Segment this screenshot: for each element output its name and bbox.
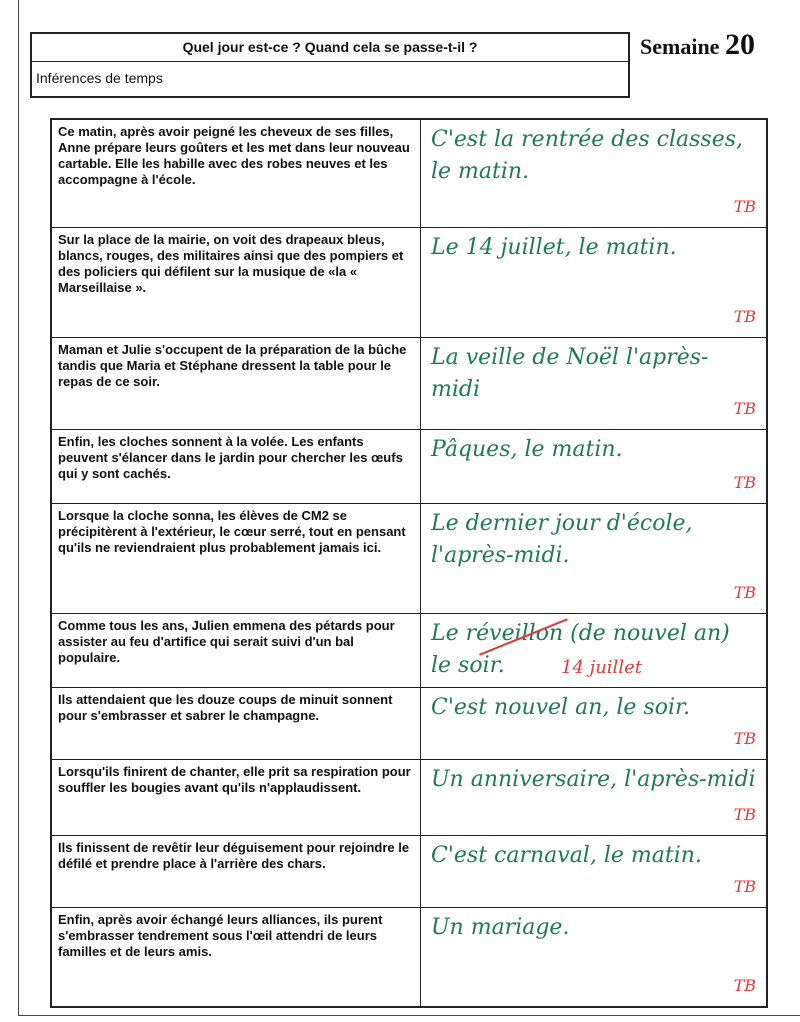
exercise-table xyxy=(50,118,768,1008)
table-row xyxy=(51,503,767,613)
question-cell: Ils finissent de revêtir leur déguisement pour rejoindre le défilé et prendre place à l'arrière des chars. xyxy=(51,835,421,907)
worksheet-header xyxy=(30,32,630,98)
answer-text: Un anniversaire, l'après-midi xyxy=(431,766,756,792)
answer-cell xyxy=(421,907,768,1007)
grade-mark: TB xyxy=(733,196,756,216)
table-row xyxy=(51,759,767,835)
teacher-correction: 14 juillet xyxy=(561,656,642,678)
grade-mark: TB xyxy=(733,728,756,748)
answer-text: Le dernier jour d'école, l'après-midi. xyxy=(431,510,693,568)
answer-cell xyxy=(421,119,768,227)
question-cell: Ils attendaient que les douze coups de minuit sonnent pour s'embrasser et sabrer le champagne. xyxy=(51,687,421,759)
table-row xyxy=(51,835,767,907)
answer-text: C'est la rentrée des classes, le matin. xyxy=(431,127,744,184)
grade-mark: TB xyxy=(733,398,756,418)
week-number: 20 xyxy=(724,28,755,61)
answer-cell xyxy=(421,613,768,687)
grade-mark: TB xyxy=(733,804,756,824)
question-cell: Lorsque la cloche sonna, les élèves de CM2 se précipitèrent à l'extérieur, le cœur serré, tout en pensant qu'ils ne reviendraient plus probablement jamais ici. xyxy=(51,503,421,613)
table-row xyxy=(51,907,767,1007)
week-label xyxy=(640,28,755,62)
table-row xyxy=(51,119,767,227)
question-cell: Enfin, les cloches sonnent à la volée. Les enfants peuvent s'élancer dans le jardin pour chercher les œufs qui y sont cachés. xyxy=(51,429,421,503)
answer-cell xyxy=(421,429,768,503)
question-cell: Lorsqu'ils finirent de chanter, elle prit sa respiration pour souffler les bougies avant qu'ils n'applaudissent. xyxy=(51,759,421,835)
worksheet-subtitle: Inférences de temps xyxy=(36,70,163,86)
answer-text: Pâques, le matin. xyxy=(431,436,623,462)
grade-mark: TB xyxy=(733,976,756,995)
answer-text: Le 14 juillet, le matin. xyxy=(431,234,677,260)
question-cell: Enfin, après avoir échangé leurs alliances, ils purent s'embrasser tendrement sous l'œil attendri de leurs familles et de leurs amis. xyxy=(51,907,421,1007)
grade-mark: TB xyxy=(733,876,756,896)
answer-text: Le réveillon (de nouvel an) le soir. xyxy=(431,620,730,678)
question-cell: Comme tous les ans, Julien emmena des pétards pour assister au feu d'artifice qui serait suivi d'un bal populaire. xyxy=(51,613,421,687)
answer-text: C'est nouvel an, le soir. xyxy=(431,694,691,720)
grade-mark: TB xyxy=(733,306,756,326)
answer-cell xyxy=(421,227,768,337)
answer-cell xyxy=(421,687,768,759)
question-cell: Ce matin, après avoir peigné les cheveux de ses filles, Anne prépare leurs goûters et les met dans leur nouveau cartable. Elle les habille avec des robes neuves et les accompagne à l'école. xyxy=(51,119,421,227)
worksheet-title: Quel jour est-ce ? Quand cela se passe-t-il ? xyxy=(32,34,628,62)
table-row xyxy=(51,429,767,503)
table-row xyxy=(51,227,767,337)
grade-mark: TB xyxy=(733,582,756,602)
question-cell: Sur la place de la mairie, on voit des drapeaux bleus, blancs, rouges, des militaires ainsi que des pompiers et des policiers qui défilent sur la musique de «la « Marseillaise ». xyxy=(51,227,421,337)
question-cell: Maman et Julie s'occupent de la préparation de la bûche tandis que Maria et Stéphane dressent la table pour le repas de ce soir. xyxy=(51,337,421,429)
answer-cell xyxy=(421,337,768,429)
answer-cell xyxy=(421,835,768,907)
grade-mark: TB xyxy=(733,472,756,492)
table-row xyxy=(51,337,767,429)
answer-text: La veille de Noël l'après-midi xyxy=(431,344,709,402)
table-row xyxy=(51,687,767,759)
answer-cell xyxy=(421,759,768,835)
table-row xyxy=(51,613,767,687)
answer-cell xyxy=(421,503,768,613)
answer-text: Un mariage. xyxy=(431,914,570,940)
answer-text: C'est carnaval, le matin. xyxy=(431,842,702,868)
week-word: Semaine xyxy=(640,34,720,59)
